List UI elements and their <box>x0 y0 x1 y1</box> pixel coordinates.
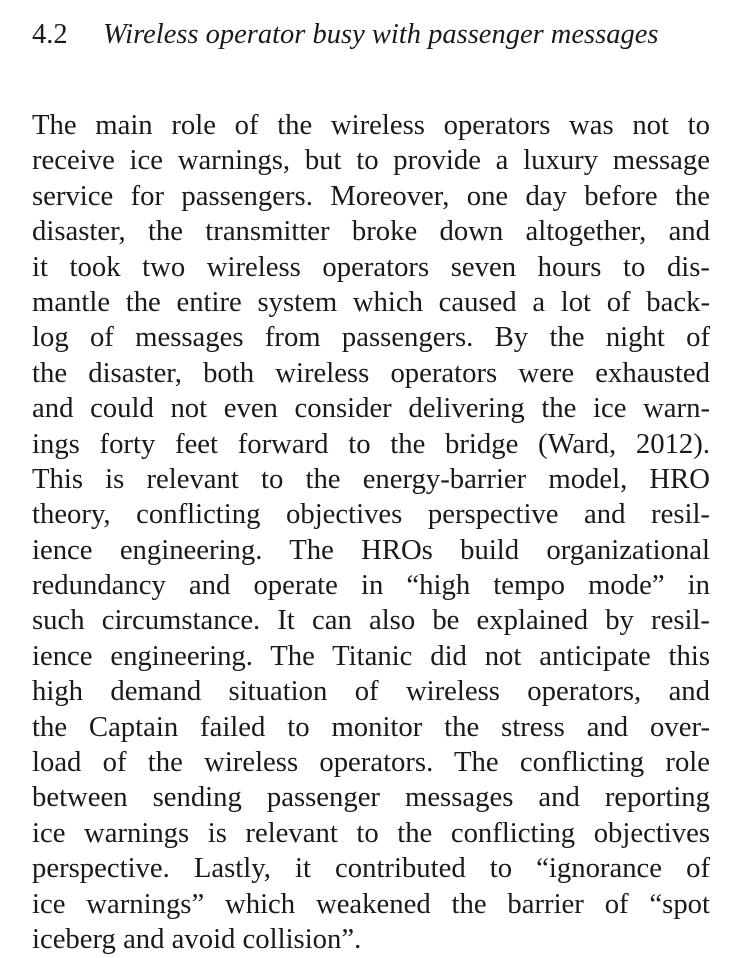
paragraph-line: This is relevant to the energy-barrier model, HRO <box>32 462 710 495</box>
body-paragraph <box>32 108 710 957</box>
paragraph-line: service for passengers. Moreover, one day before the <box>32 179 710 212</box>
section-title: Wireless operator busy with passenger messages <box>103 19 659 50</box>
paragraph-line: the disaster, both wireless operators were exhausted <box>32 356 710 389</box>
paragraph-line: high demand situation of wireless operators, and <box>32 675 710 708</box>
paragraph-line: it took two wireless operators seven hours to dis- <box>32 250 710 283</box>
paragraph-line: iceberg and avoid collision”. <box>32 922 362 955</box>
paragraph-line: The main role of the wireless operators was not to <box>32 109 710 141</box>
paragraph-line: ings forty feet forward to the bridge (Ward, 2012). <box>32 427 710 460</box>
paragraph-line: receive ice warnings, but to provide a luxury message <box>32 144 710 177</box>
paragraph-line: theory, conflicting objectives perspective and resil- <box>32 498 710 531</box>
paragraph-line: log of messages from passengers. By the night of <box>32 321 710 354</box>
paragraph-line: redundancy and operate in “high tempo mode” in <box>32 569 710 602</box>
paragraph-line: ice warnings” which weakened the barrier of “spot <box>32 887 710 920</box>
paragraph-line: disaster, the transmitter broke down altogether, and <box>32 215 710 248</box>
paragraph-line: perspective. Lastly, it contributed to “ignorance of <box>32 852 710 885</box>
paragraph-line: ience engineering. The Titanic did not anticipate this <box>32 639 710 672</box>
section-number: 4.2 <box>32 19 68 50</box>
paragraph-line: ience engineering. The HROs build organizational <box>32 533 710 566</box>
paragraph-line: such circumstance. It can also be explained by resil- <box>32 604 710 637</box>
paragraph-line: between sending passenger messages and reporting <box>32 781 710 814</box>
paragraph-line: ice warnings is relevant to the conflicting objectives <box>32 816 710 849</box>
paragraph-line: and could not even consider delivering the ice warn- <box>32 392 710 425</box>
section-heading <box>32 18 732 52</box>
paragraph-line: mantle the entire system which caused a lot of back- <box>32 285 710 318</box>
paragraph-line: the Captain failed to monitor the stress and over- <box>32 710 710 743</box>
paragraph-line: load of the wireless operators. The conflicting role <box>32 746 710 779</box>
